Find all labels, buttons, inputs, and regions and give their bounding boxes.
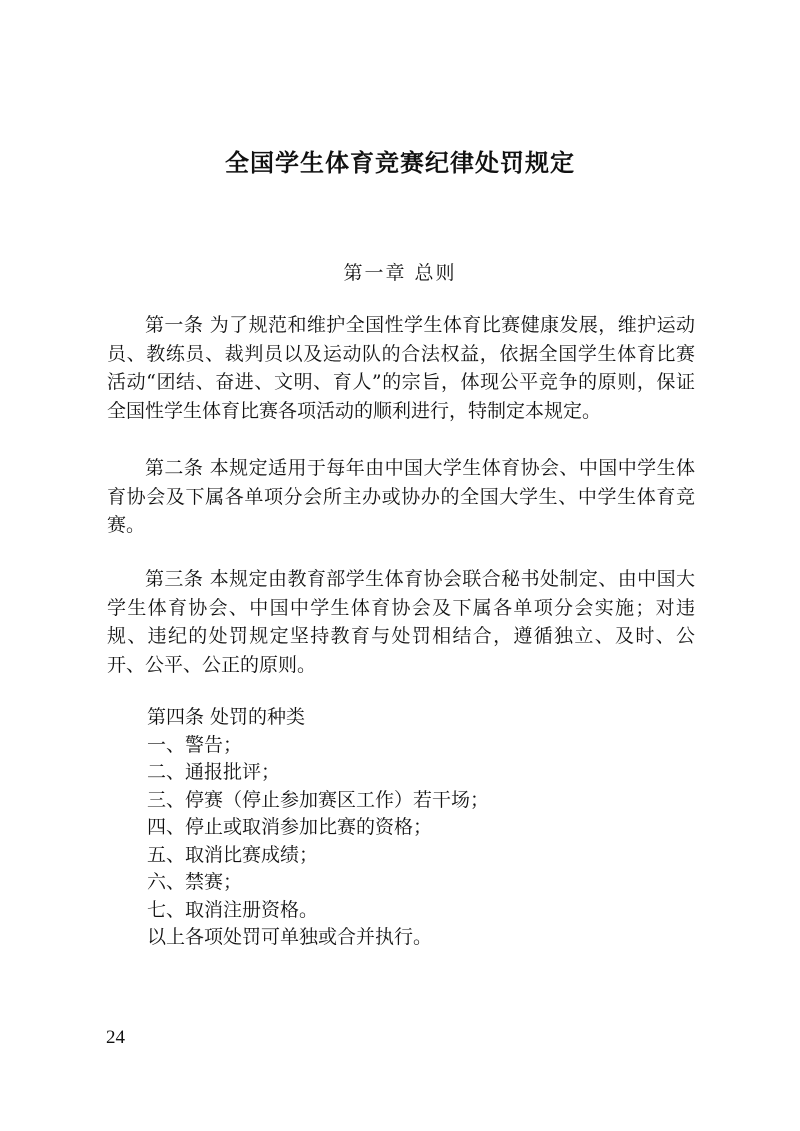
- penalty-item-1: 一、警告；: [147, 733, 243, 756]
- penalty-item-3: 三、停赛（停止参加赛区工作）若干场；: [147, 788, 490, 811]
- article-2: 第二条 本规定适用于每年由中国大学生体育协会、中国中学生体育协会及下属各单项分会所主办或协办的全国大学生、中学生体育竞赛。: [107, 457, 695, 536]
- article-4: [147, 704, 707, 952]
- penalty-item-6: 六、禁赛；: [147, 871, 243, 893]
- penalty-item-4: 四、停止或取消参加比赛的资格；: [147, 816, 433, 838]
- penalty-item-7: 七、取消注册资格。: [147, 898, 319, 921]
- article-1: 第一条 为了规范和维护全国性学生体育比赛健康发展，维护运动员、教练员、裁判员以及运动队的合法权益，依据全国学生体育比赛活动“团结、奋进、文明、育人”的宗旨，体现公平竞争的原则，保证全国性学生体育比赛各项活动的顺利进行，特制定本规定。: [107, 314, 695, 422]
- article-3: 第三条 本规定由教育部学生体育协会联合秘书处制定、由中国大学生体育协会、中国中学生体育协会及下属各单项分会实施；对违规、违纪的处罚规定坚持教育与处罚相结合，遵循独立、及时、公开、公平、公正的原则。: [107, 568, 695, 676]
- chapter-heading: 第一章 总则: [343, 262, 457, 284]
- article-4-heading: 第四条 处罚的种类: [147, 706, 306, 728]
- penalty-item-2: 二、通报批评；: [147, 761, 281, 783]
- page-number: 24: [106, 1027, 125, 1048]
- penalty-item-5: 五、取消比赛成绩；: [147, 843, 319, 866]
- article-4-closing: 以上各项处罚可单独或合并执行。: [147, 926, 433, 948]
- document-title: 全国学生体育竞赛纪律处罚规定: [225, 149, 575, 177]
